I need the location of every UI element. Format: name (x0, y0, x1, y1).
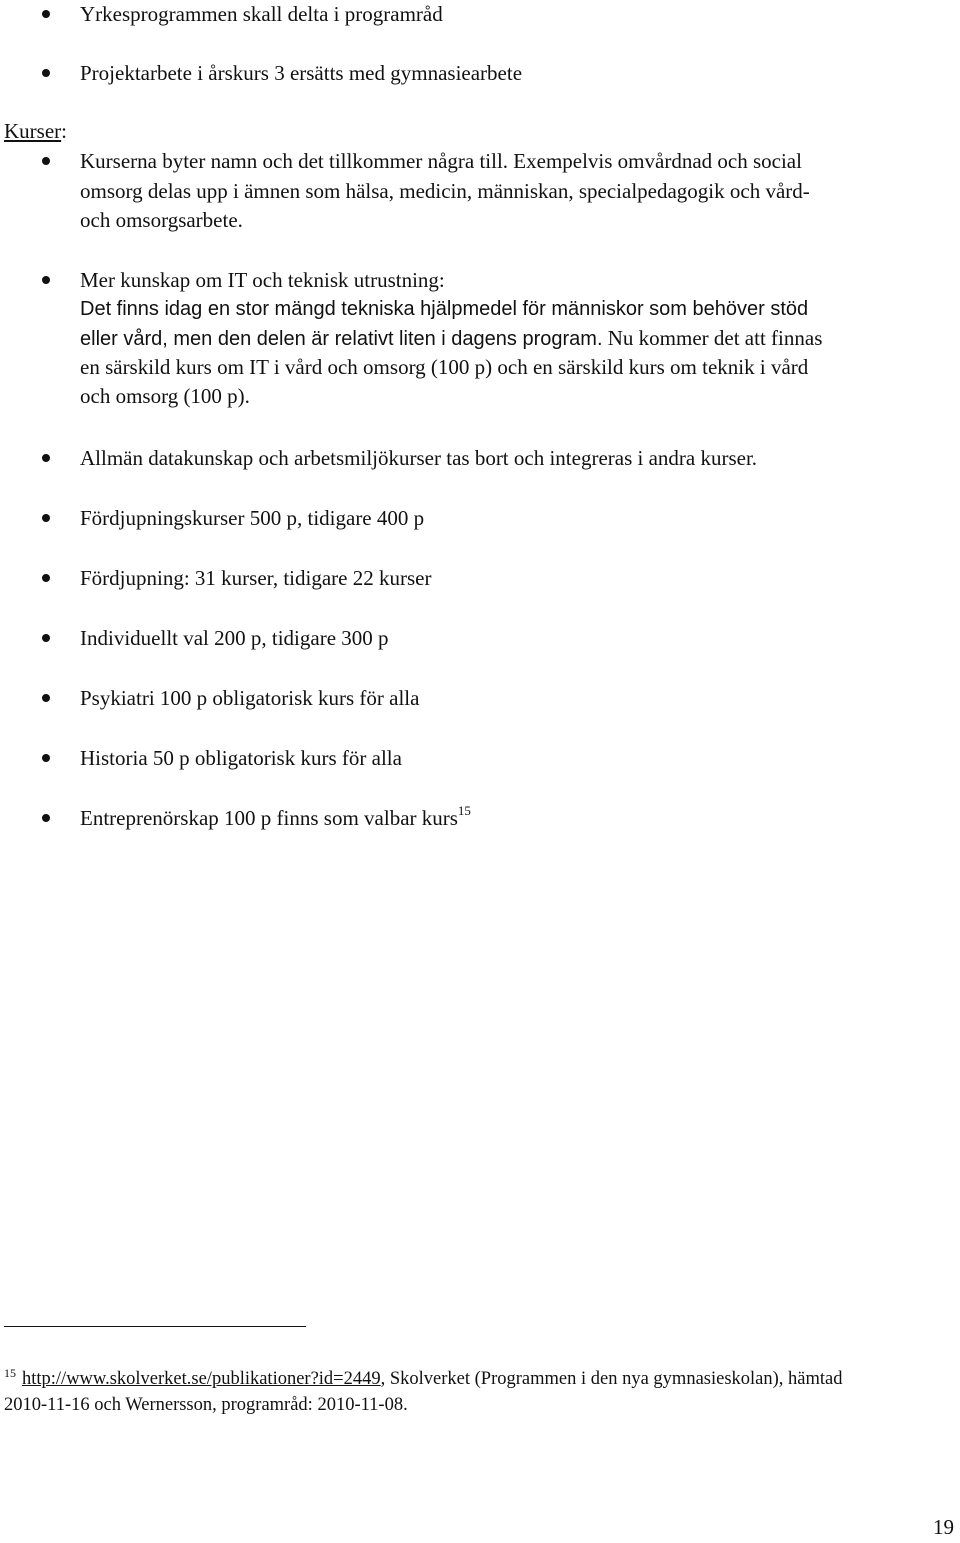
bullet-icon (42, 694, 50, 702)
footnote-separator (4, 1326, 306, 1327)
footnote-mark: 15 (4, 1366, 16, 1380)
list-item-text: Projektarbete i årskurs 3 ersätts med gymnasiearbete (80, 61, 523, 85)
bullet-icon (42, 814, 50, 822)
list-item-text: Fördjupningskurser 500 p, tidigare 400 p (80, 506, 425, 530)
text-line (80, 324, 958, 353)
footnote-line: 2010-11-16 och Wernersson, programråd: 2010-11-08. (4, 1395, 408, 1415)
section-heading (4, 117, 67, 146)
footnote-line (4, 1366, 960, 1392)
bullet-icon (42, 574, 50, 582)
text-line: Kurserna byter namn och det tillkommer några till. Exempelvis omvårdnad och social (80, 149, 802, 173)
text-segment: eller vård, men den delen är relativt liten i dagens program. (80, 328, 603, 350)
section-heading-suffix: : (61, 119, 67, 143)
bullet-icon (42, 454, 50, 462)
text-line: Det finns idag en stor mängd tekniska hjälpmedel för människor som behöver stöd (80, 298, 809, 320)
footnote-reference[interactable]: 15 (457, 803, 471, 818)
section-heading-label: Kurser (4, 119, 62, 143)
footnote (4, 1366, 960, 1418)
list-item-text: Historia 50 p obligatorisk kurs för alla (80, 746, 402, 770)
list-item-text: Fördjupning: 31 kurser, tidigare 22 kurser (80, 566, 432, 590)
footnote-link[interactable]: http://www.skolverket.se/publikationer?id=2449 (22, 1369, 381, 1389)
bullet-icon (42, 634, 50, 642)
text-line: omsorg delas upp i ämnen som hälsa, medicin, människan, specialpedagogik och vård- (80, 178, 810, 203)
text-line: och omsorg (100 p). (80, 384, 250, 408)
bullet-icon (42, 157, 50, 165)
footnote-text: , Skolverket (Programmen i den nya gymnasieskolan), hämtad (380, 1369, 843, 1389)
list-item-text (80, 804, 958, 833)
text-line: och omsorgsarbete. (80, 208, 243, 232)
text-line: en särskild kurs om IT i vård och omsorg (100 p) och en särskild kurs om teknik i vård (80, 355, 809, 379)
list-item-text: Allmän datakunskap och arbetsmiljökurser tas bort och integreras i andra kurser. (80, 446, 758, 470)
list-item-text: Individuellt val 200 p, tidigare 300 p (80, 626, 389, 650)
bullet-icon (42, 754, 50, 762)
bullet-icon (42, 10, 50, 18)
list-item-text: Yrkesprogrammen skall delta i programråd (80, 2, 443, 26)
text-segment: Nu kommer det att finnas (602, 326, 823, 350)
bullet-icon (42, 276, 50, 284)
list-item-title: Mer kunskap om IT och teknisk utrustning: (80, 268, 445, 292)
list-item-text: Psykiatri 100 p obligatorisk kurs för alla (80, 686, 420, 710)
page-number: 19 (933, 1515, 954, 1539)
list-item-label: Entreprenörskap 100 p finns som valbar kurs (80, 806, 458, 830)
bullet-icon (42, 514, 50, 522)
list-item-text (80, 147, 958, 236)
list-item-text (80, 266, 958, 411)
bullet-icon (42, 69, 50, 77)
